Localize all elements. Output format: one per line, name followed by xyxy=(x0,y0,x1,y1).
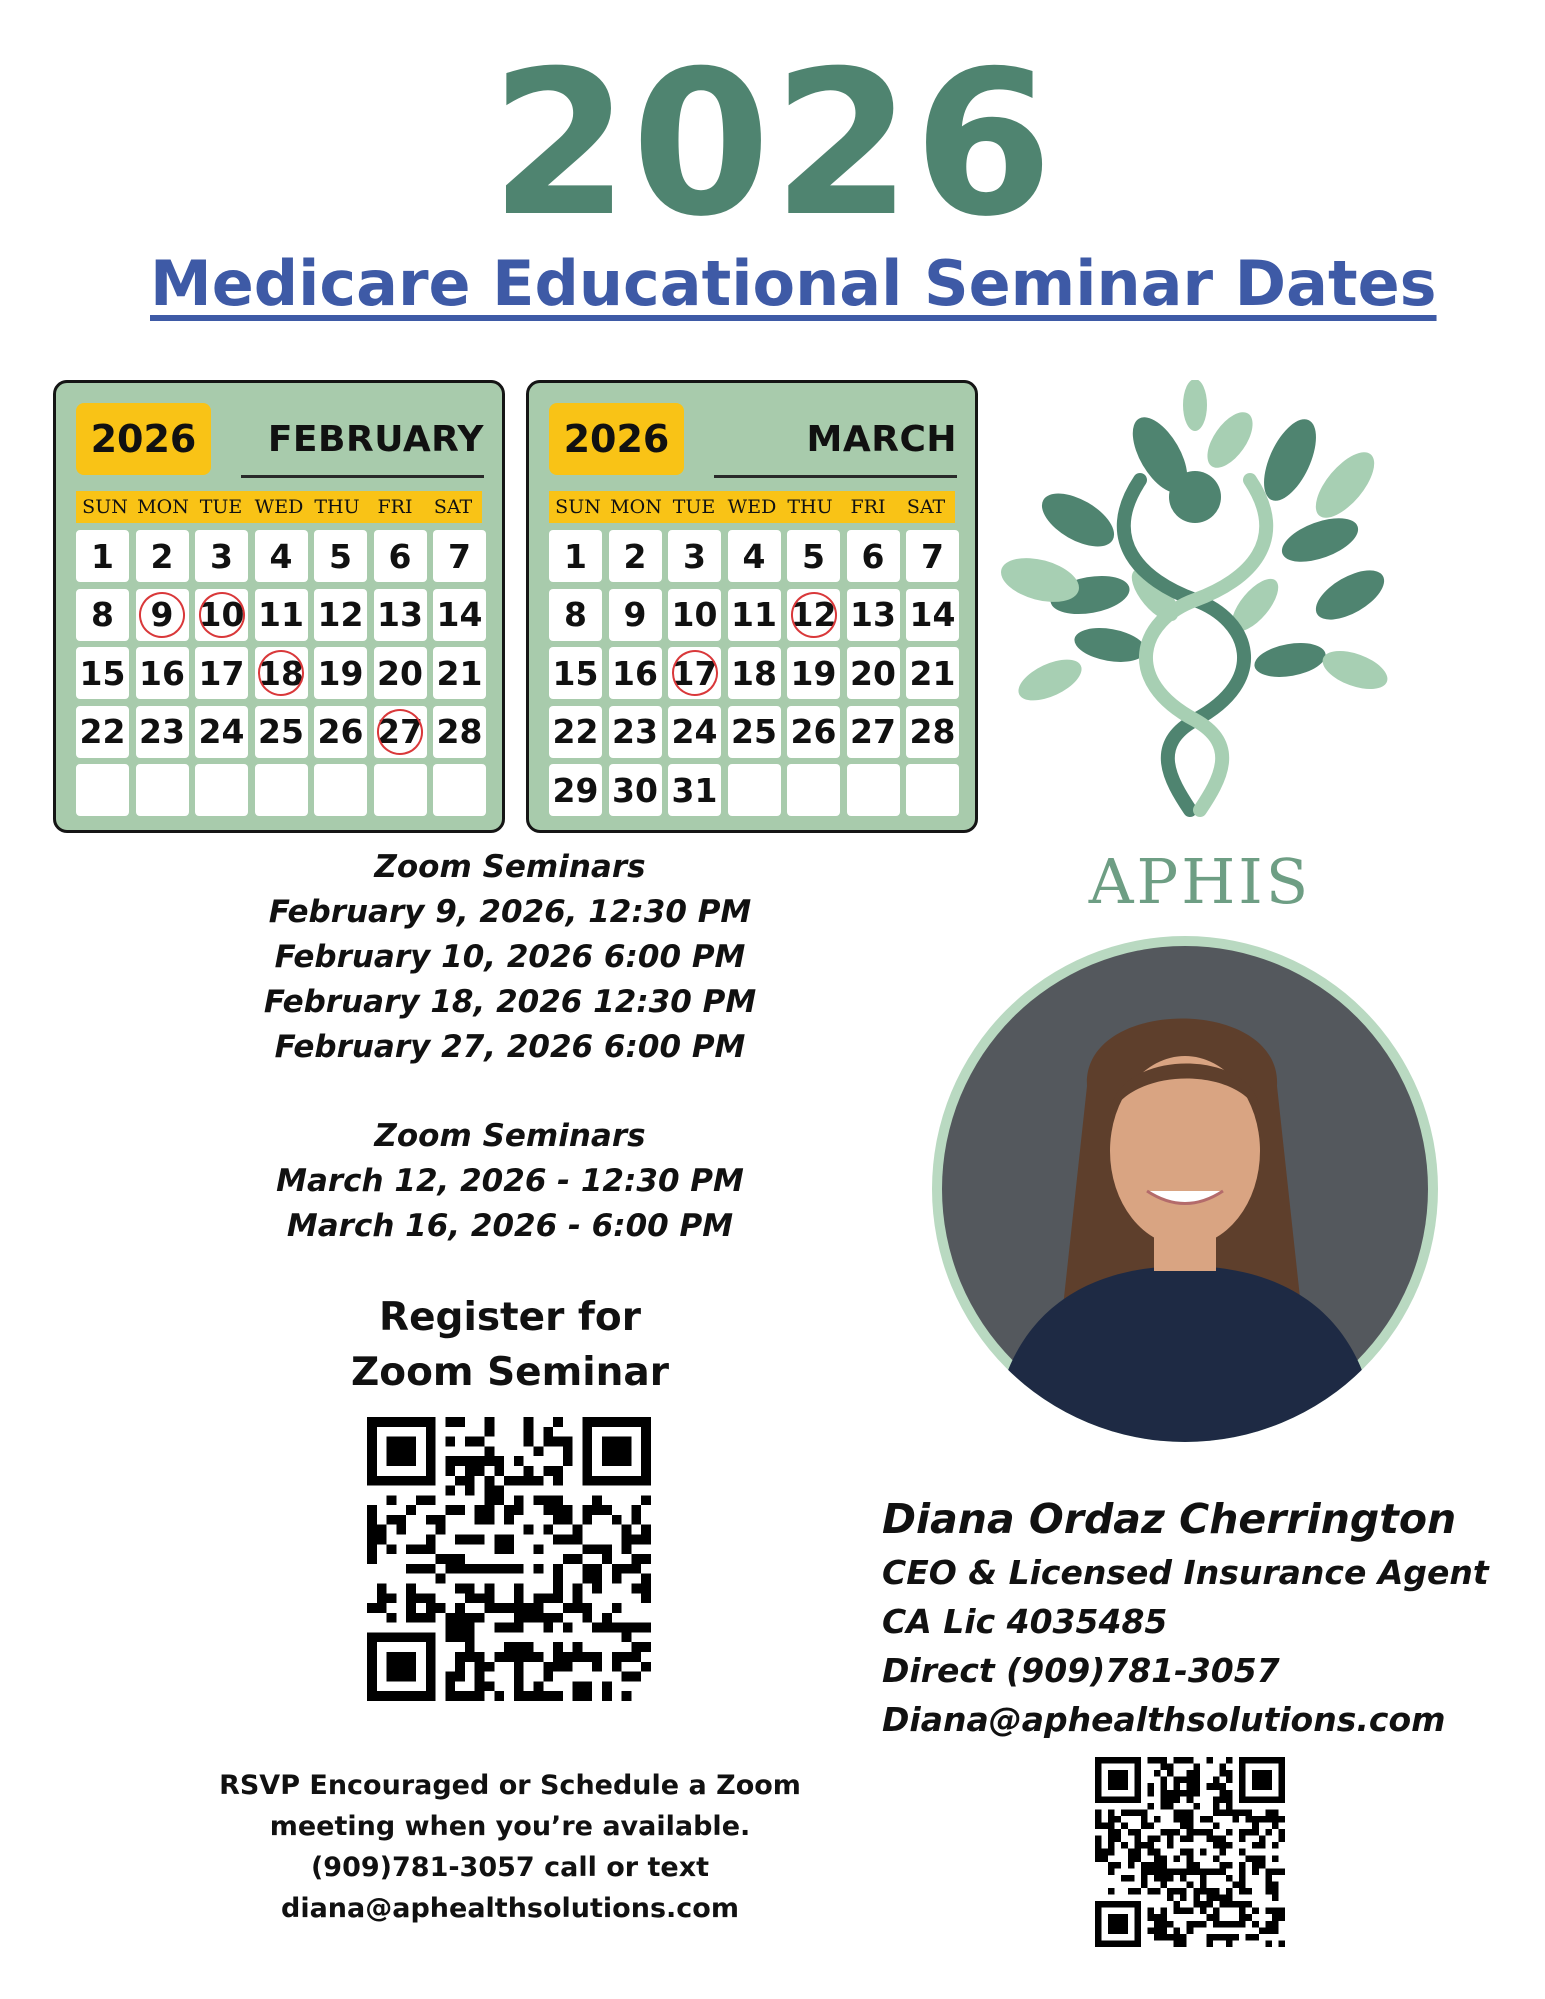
calendar-day-number: 27 xyxy=(377,712,423,751)
weekday-label: WED xyxy=(254,496,304,518)
calendar-day-number: 11 xyxy=(258,595,304,634)
seminar-date: March 12, 2026 - 12:30 PM xyxy=(276,1163,744,1199)
calendar-day-empty xyxy=(906,764,959,816)
calendar-day xyxy=(549,764,602,816)
calendar-day xyxy=(787,706,840,758)
calendar-day-number: 31 xyxy=(671,770,718,810)
calendar-day-number: 22 xyxy=(552,712,599,751)
calendar-day xyxy=(728,647,781,699)
calendar-day xyxy=(668,647,721,699)
calendar-day xyxy=(847,589,900,641)
calendar-day-number: 26 xyxy=(317,712,364,751)
calendar-day-number: 4 xyxy=(269,536,293,576)
calendar-day-number: 9 xyxy=(623,595,647,634)
rsvp-line: RSVP Encouraged or Schedule a Zoom xyxy=(219,1770,801,1801)
calendar-day xyxy=(906,706,959,758)
weekday-label: MON xyxy=(610,496,662,518)
calendar-day xyxy=(668,706,721,758)
calendar-day-number: 28 xyxy=(436,712,483,751)
calendar-day xyxy=(374,706,427,758)
calendar-day-empty xyxy=(136,764,189,816)
calendar-day xyxy=(906,589,959,641)
calendar-day-number: 21 xyxy=(436,653,483,693)
weekday-label: SAT xyxy=(906,496,946,518)
calendar-day-number: 8 xyxy=(564,595,587,634)
calendar-day-number: 22 xyxy=(79,712,126,751)
register-heading xyxy=(290,1290,730,1400)
calendar-day-number: 3 xyxy=(210,536,233,576)
calendar-day xyxy=(374,589,427,641)
calendar-day xyxy=(314,530,367,582)
calendar-day-empty xyxy=(787,764,840,816)
rsvp-phone: (909)781-3057 call or text xyxy=(310,1852,710,1883)
agent-license: CA Lic 4035485 xyxy=(882,1602,1168,1641)
calendar-day-empty xyxy=(76,764,129,816)
brand-name: APHIS xyxy=(1088,845,1312,918)
calendar-day-number: 23 xyxy=(612,712,658,751)
calendar-day-number: 7 xyxy=(448,536,471,576)
calendar-divider xyxy=(714,475,957,478)
calendar-day xyxy=(906,647,959,699)
calendar-day xyxy=(906,530,959,582)
register-line: Register for xyxy=(379,1295,641,1340)
calendar-day-number: 4 xyxy=(742,536,766,576)
calendar-day-number: 23 xyxy=(139,712,185,751)
calendar-day xyxy=(314,706,367,758)
calendar-day xyxy=(549,589,602,641)
calendar-day xyxy=(668,589,721,641)
calendar-month-label: MARCH xyxy=(806,419,957,460)
calendar-day-number: 7 xyxy=(921,536,944,576)
weekday-label: TUE xyxy=(672,496,716,518)
calendar-day xyxy=(255,706,308,758)
calendar-day-number: 30 xyxy=(612,770,658,810)
calendar-day xyxy=(549,530,602,582)
contact-qr-code[interactable] xyxy=(1095,1757,1285,1947)
calendar-day-number: 28 xyxy=(909,712,956,751)
rsvp-note xyxy=(170,1765,850,1929)
calendar-day-number: 15 xyxy=(552,653,599,693)
calendar-day xyxy=(609,530,662,582)
calendar-day-empty xyxy=(847,764,900,816)
calendar-day-number: 18 xyxy=(731,653,777,693)
calendar-day-number: 25 xyxy=(731,712,777,751)
calendar-day xyxy=(136,530,189,582)
calendar-year-badge: 2026 xyxy=(549,403,684,475)
weekday-label: SAT xyxy=(433,496,473,518)
calendar-day xyxy=(136,706,189,758)
calendar-day-number: 6 xyxy=(861,536,885,576)
register-line: Zoom Seminar xyxy=(351,1350,669,1395)
seminar-date: February 9, 2026, 12:30 PM xyxy=(268,894,752,930)
weekday-header xyxy=(76,491,482,523)
calendar-day xyxy=(668,530,721,582)
calendar-day xyxy=(195,647,248,699)
weekday-label: TUE xyxy=(199,496,243,518)
seminar-date: March 16, 2026 - 6:00 PM xyxy=(286,1208,734,1244)
calendar-divider xyxy=(241,475,484,478)
calendar-day xyxy=(609,764,662,816)
calendar-day-empty xyxy=(433,764,486,816)
calendar-day xyxy=(374,530,427,582)
calendar-day xyxy=(787,589,840,641)
weekday-label: MON xyxy=(137,496,189,518)
calendar-day-number: 12 xyxy=(790,595,837,634)
calendar-day-number: 5 xyxy=(329,536,352,576)
calendar-day-number: 16 xyxy=(139,653,185,693)
calendar-month-label: FEBRUARY xyxy=(267,419,484,460)
calendar-day-number: 9 xyxy=(150,595,174,634)
weekday-label: FRI xyxy=(377,496,413,518)
agent-title: CEO & Licensed Insurance Agent xyxy=(882,1553,1489,1592)
calendar-day-number: 25 xyxy=(258,712,304,751)
calendar-day-number: 11 xyxy=(731,595,777,634)
calendar-day-empty xyxy=(314,764,367,816)
calendar-day-number: 13 xyxy=(850,595,896,634)
date-circle-mark xyxy=(135,587,190,642)
calendar-day-number: 10 xyxy=(671,595,718,634)
february-seminar-list xyxy=(200,845,820,1070)
calendar-day xyxy=(847,706,900,758)
calendar-day xyxy=(728,530,781,582)
calendar-day xyxy=(787,647,840,699)
calendar-day xyxy=(314,589,367,641)
calendar-day-empty xyxy=(195,764,248,816)
calendar-day xyxy=(255,589,308,641)
agent-photo xyxy=(932,936,1438,1442)
calendar-day-number: 17 xyxy=(198,653,245,693)
seminar-date: February 27, 2026 6:00 PM xyxy=(274,1029,746,1065)
calendar-day xyxy=(728,589,781,641)
calendar-day xyxy=(609,589,662,641)
calendar-day-number: 24 xyxy=(671,712,718,751)
calendar-february xyxy=(53,380,505,833)
weekday-label: THU xyxy=(787,496,833,518)
agent-name: Diana Ordaz Cherrington xyxy=(882,1495,1457,1543)
calendar-day-empty xyxy=(728,764,781,816)
calendar-day xyxy=(195,589,248,641)
calendar-day xyxy=(549,647,602,699)
calendar-day-number: 21 xyxy=(909,653,956,693)
calendar-day xyxy=(668,764,721,816)
calendar-day xyxy=(847,530,900,582)
calendar-day-number: 5 xyxy=(802,536,825,576)
weekday-label: SUN xyxy=(82,496,128,518)
agent-phone[interactable]: Direct (909)781-3057 xyxy=(882,1651,1280,1690)
seminar-date: February 18, 2026 12:30 PM xyxy=(263,984,757,1020)
calendar-day xyxy=(433,647,486,699)
seminar-date: February 10, 2026 6:00 PM xyxy=(274,939,746,975)
year-heading: 2026 xyxy=(490,28,1055,261)
calendar-day-number: 14 xyxy=(436,595,483,634)
calendar-day-empty xyxy=(255,764,308,816)
calendar-day xyxy=(374,647,427,699)
weekday-header xyxy=(549,491,955,523)
calendar-day-number: 1 xyxy=(91,536,114,576)
calendar-day xyxy=(609,706,662,758)
calendar-day-number: 20 xyxy=(850,653,896,693)
agent-contact xyxy=(882,1490,1489,1744)
calendar-day xyxy=(847,647,900,699)
calendar-day-number: 16 xyxy=(612,653,658,693)
registration-qr-code[interactable] xyxy=(367,1417,651,1701)
calendar-day xyxy=(787,530,840,582)
calendar-day xyxy=(136,647,189,699)
calendar-day-number: 1 xyxy=(564,536,587,576)
calendar-day-number: 8 xyxy=(91,595,114,634)
calendar-day xyxy=(136,589,189,641)
calendar-day xyxy=(609,647,662,699)
weekday-label: THU xyxy=(314,496,360,518)
weekday-label: WED xyxy=(727,496,777,518)
march-seminar-list xyxy=(200,1114,820,1249)
rsvp-email: diana@aphealthsolutions.com xyxy=(281,1893,739,1924)
calendar-day xyxy=(76,647,129,699)
calendar-day xyxy=(255,647,308,699)
calendar-day-number: 20 xyxy=(377,653,423,693)
calendar-day xyxy=(433,589,486,641)
calendar-day-number: 13 xyxy=(377,595,423,634)
weekday-label: FRI xyxy=(850,496,886,518)
calendar-day-number: 19 xyxy=(790,653,837,693)
calendar-day-number: 17 xyxy=(671,653,718,693)
calendar-day-number: 18 xyxy=(258,653,304,693)
calendar-day xyxy=(195,706,248,758)
calendar-day xyxy=(255,530,308,582)
calendar-day-number: 14 xyxy=(909,595,956,634)
calendar-day-number: 12 xyxy=(317,595,364,634)
calendar-day xyxy=(314,647,367,699)
calendar-day xyxy=(433,706,486,758)
calendar-day-empty xyxy=(374,764,427,816)
rsvp-line: meeting when you’re available. xyxy=(269,1811,751,1842)
calendar-day-number: 26 xyxy=(790,712,837,751)
calendar-day-number: 6 xyxy=(388,536,412,576)
calendar-march xyxy=(526,380,978,833)
calendar-day-number: 19 xyxy=(317,653,364,693)
calendar-day-number: 15 xyxy=(79,653,126,693)
seminar-heading: Zoom Seminars xyxy=(374,1118,646,1154)
agent-email[interactable]: Diana@aphealthsolutions.com xyxy=(882,1700,1446,1739)
calendar-day xyxy=(433,530,486,582)
weekday-label: SUN xyxy=(555,496,601,518)
calendar-day xyxy=(549,706,602,758)
calendar-year-badge: 2026 xyxy=(76,403,211,475)
tree-of-life-icon xyxy=(990,380,1400,820)
page-title: Medicare Educational Seminar Dates xyxy=(150,247,1437,320)
calendar-day-number: 2 xyxy=(623,536,647,576)
calendar-day-number: 2 xyxy=(150,536,174,576)
calendar-day-number: 29 xyxy=(552,770,599,810)
calendar-day xyxy=(76,589,129,641)
calendar-day xyxy=(76,530,129,582)
calendar-day xyxy=(728,706,781,758)
calendar-day xyxy=(76,706,129,758)
calendar-day-number: 27 xyxy=(850,712,896,751)
calendar-day-number: 3 xyxy=(683,536,706,576)
calendar-day-number: 10 xyxy=(198,595,245,634)
calendar-day-number: 24 xyxy=(198,712,245,751)
calendar-day xyxy=(195,530,248,582)
seminar-heading: Zoom Seminars xyxy=(374,849,646,885)
